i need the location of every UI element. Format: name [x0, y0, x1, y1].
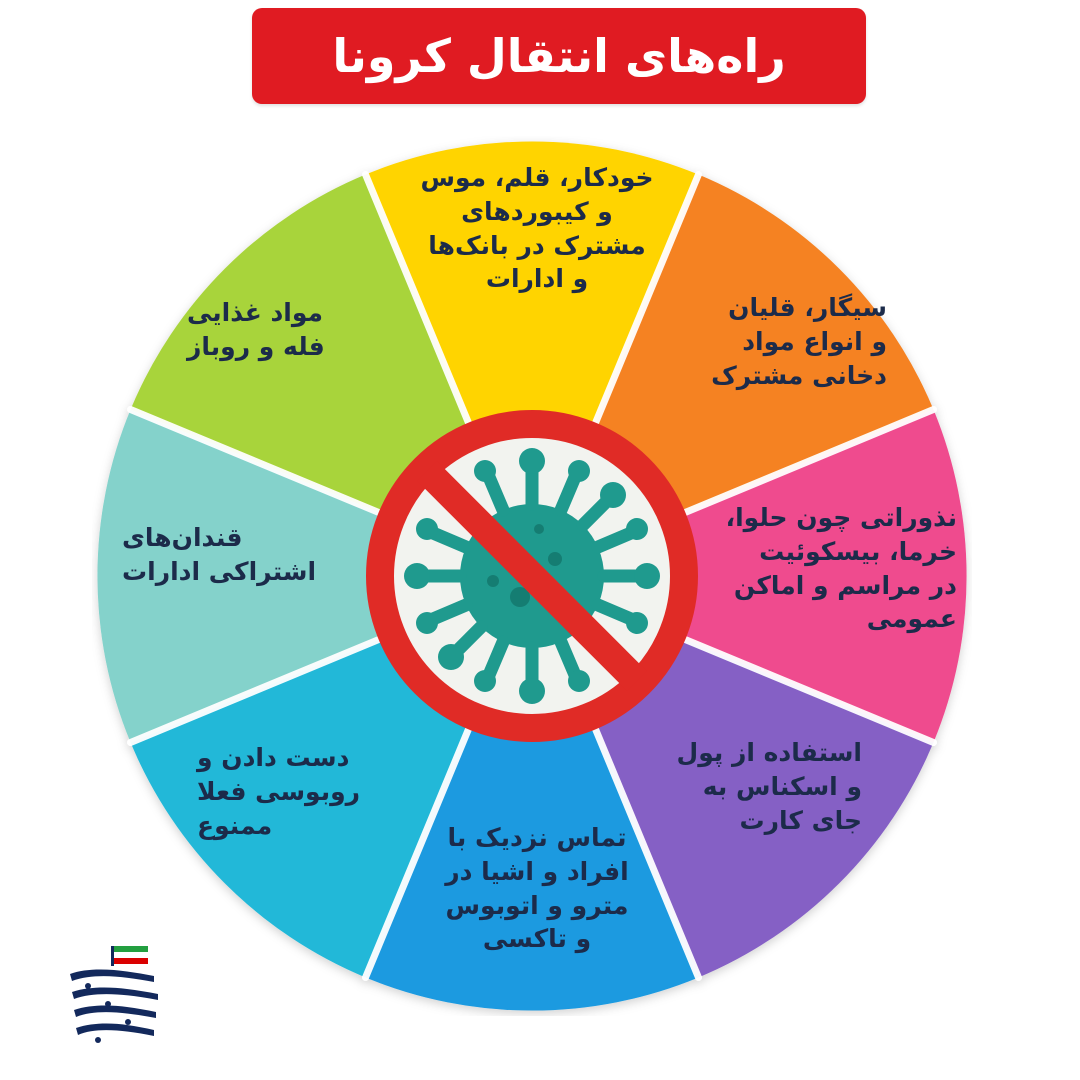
- transmission-wheel: [92, 136, 972, 1016]
- wedge-label-bulk-open-food: مواد غذایی فله و روباز: [187, 298, 325, 361]
- wedge-label-shared-office-items: خودکار، قلم، موس و کیبوردهای مشترک در بانک‌ها و ادارات: [420, 163, 654, 294]
- page-title-banner: [252, 8, 866, 104]
- wedge-label-public-transport-contact: تماس نزدیک با افراد و اشیا در مترو و اتوبوس و تاکسی: [445, 823, 629, 954]
- page-title: راه‌های انتقال کرونا: [332, 29, 786, 83]
- ministry-of-ict-logo: [62, 940, 174, 1052]
- wedge-label-tobacco-products: سیگار، قلیان و انواع مواد دخانی مشترک: [711, 293, 887, 390]
- coronavirus-prohibited-icon: [365, 409, 699, 743]
- iran-flag-icon: [111, 946, 148, 966]
- wedge-label-shared-sugar-bowls: قندان‌های اشتراکی ادارات: [122, 523, 317, 586]
- wedge-label-handshake-kissing: دست دادن و روبوسی فعلا ممنوع: [197, 743, 361, 840]
- wedge-label-votive-sweets: نذوراتی چون حلوا، خرما، بیسکوئیت در مراسم و اماکن عمومی: [725, 503, 957, 634]
- wedge-label-cash-money: استفاده از پول و اسکناس به جای کارت: [676, 738, 862, 835]
